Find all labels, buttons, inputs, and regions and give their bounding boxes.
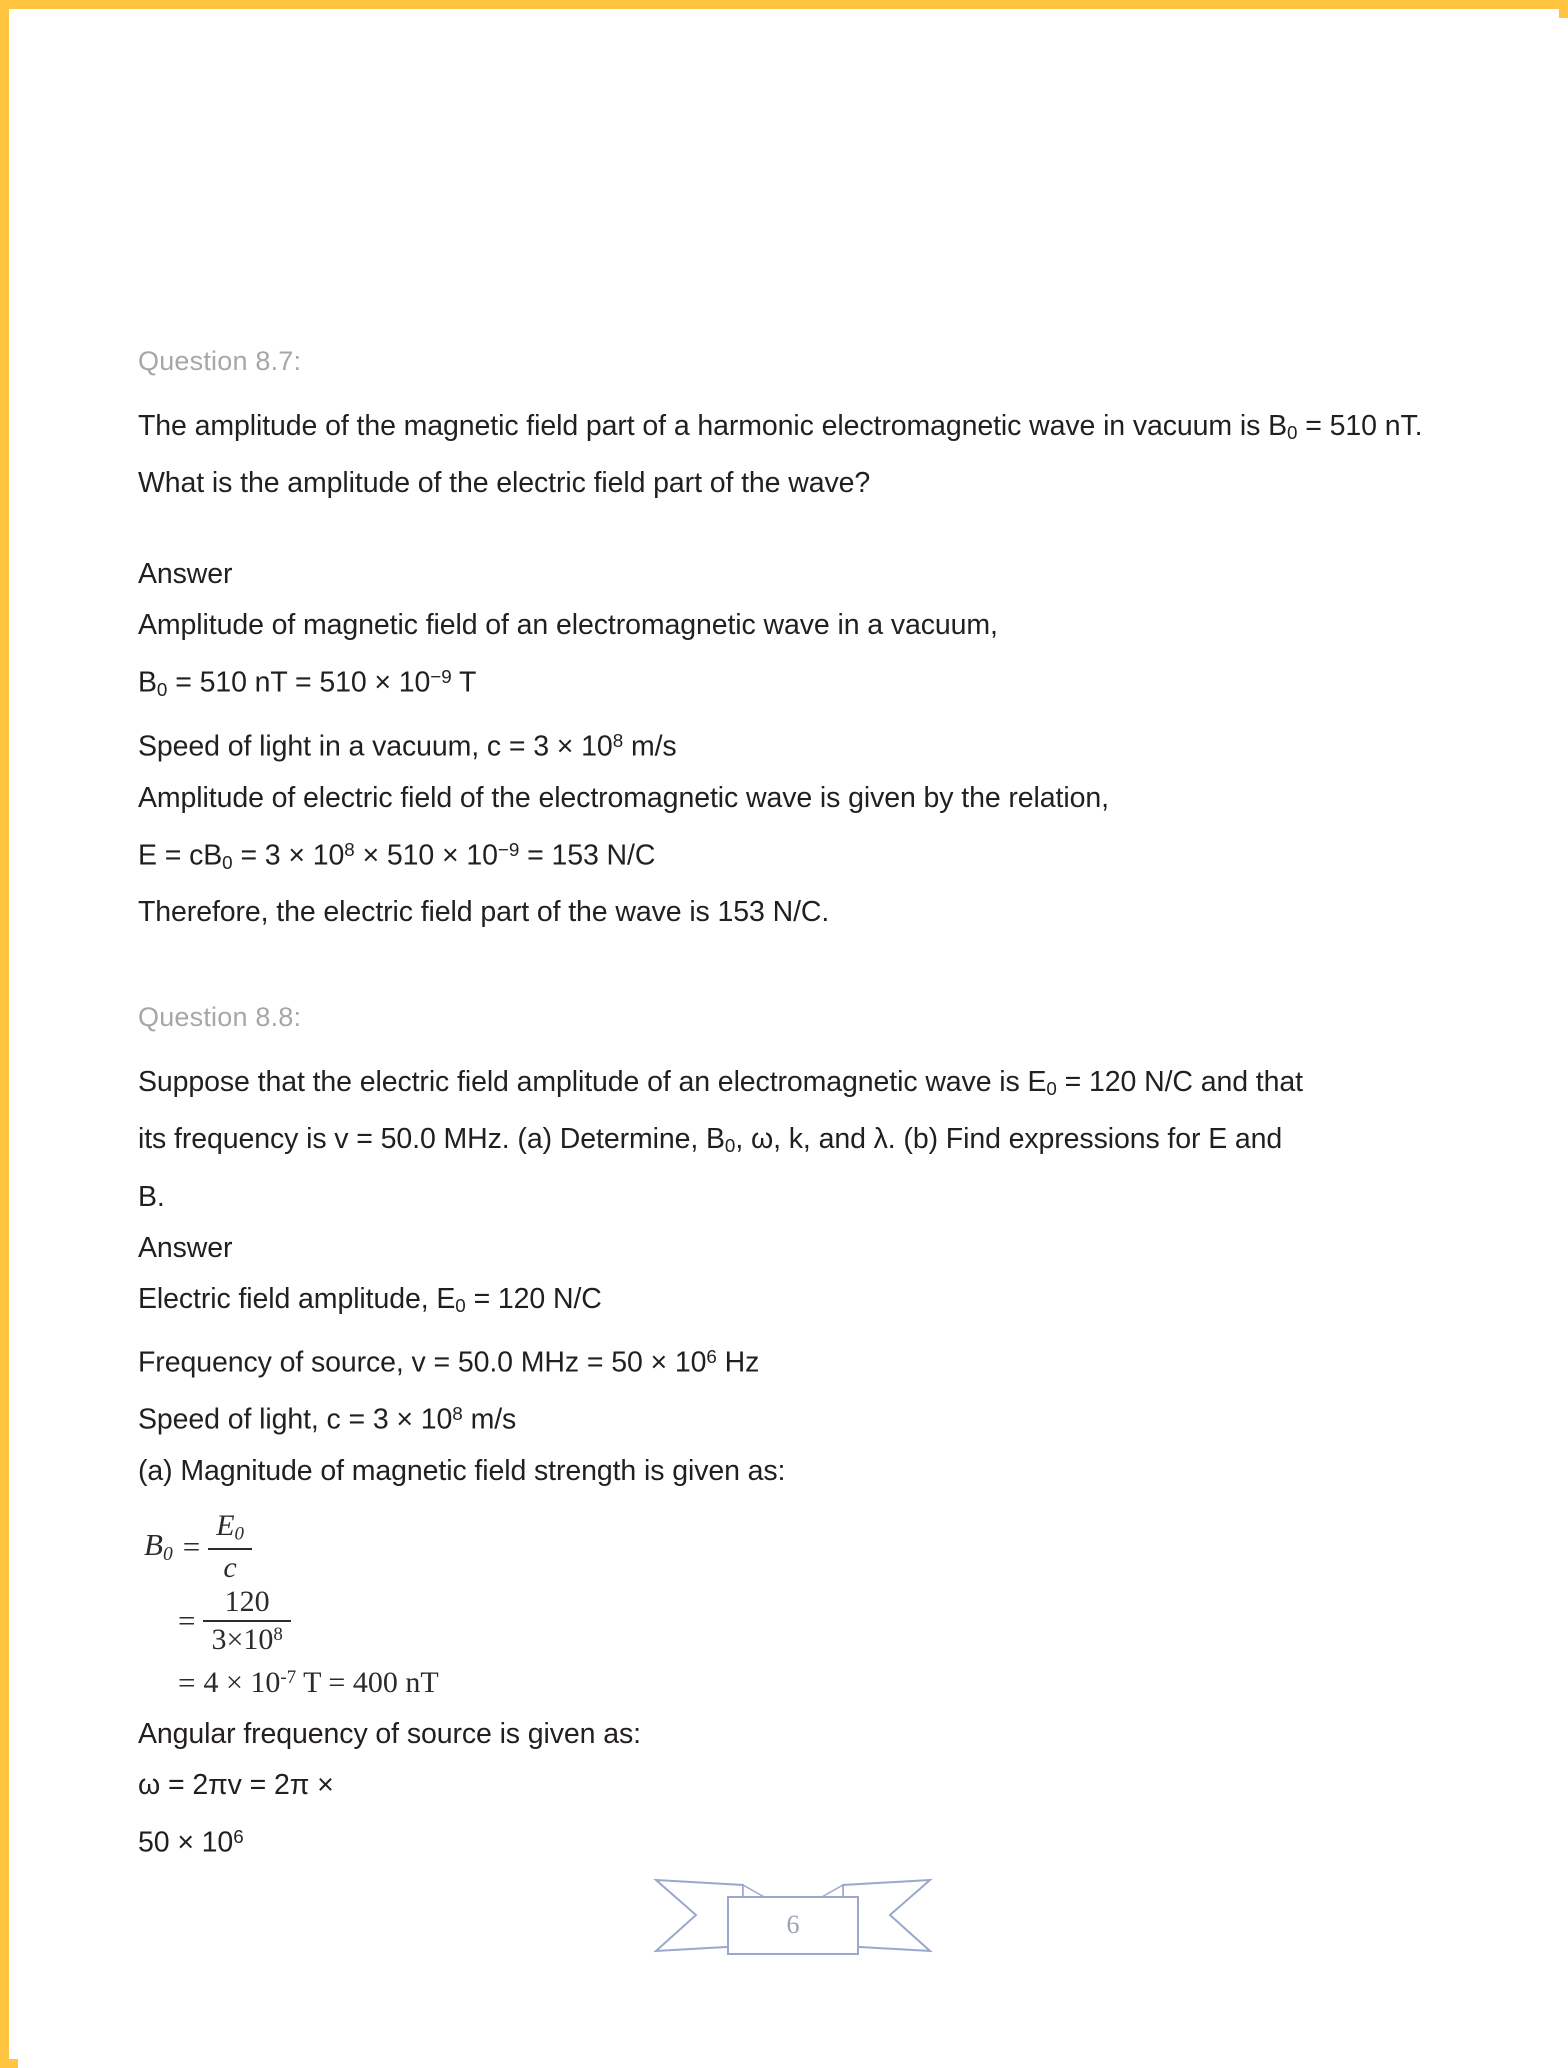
spacer: [138, 978, 1458, 1004]
question-8-7-heading: Question 8.7:: [138, 346, 302, 376]
ribbon-banner: [648, 1858, 938, 1968]
page-number: 6: [786, 1910, 800, 1939]
result-exponent: -7: [280, 1666, 297, 1688]
q88-line1-subscript: 0: [1046, 1078, 1057, 1100]
q88-line2-a: its frequency is v = 50.0 MHz. (a) Determine, B: [138, 1123, 725, 1156]
line-frequency-of-source: [138, 1331, 1458, 1389]
angular-frequency-label: Angular frequency of source is given as:: [138, 1717, 641, 1750]
answer-7-line-1: Amplitude of magnetic field of an electromagnetic wave in a vacuum,: [138, 609, 998, 642]
c-label: Speed of light, c = 3 × 10: [138, 1403, 453, 1436]
den-3x10-text: 3×10: [211, 1622, 274, 1656]
eq-E-lhs: E = cB: [138, 839, 223, 872]
fraction-denominator-3e8: [203, 1622, 290, 1655]
eq-equals-1: =: [182, 1528, 201, 1564]
fraction-numerator-e0: [208, 1508, 252, 1548]
omega-equation-line: ω = 2πv = 2π ×: [138, 1768, 334, 1801]
equation-E-equals-cB0: [138, 824, 1458, 888]
freq-unit: Hz: [716, 1346, 760, 1379]
den-exponent: 8: [273, 1623, 283, 1645]
q88-line2-subscript: 0: [724, 1135, 736, 1157]
eq-E-mid-b: × 510 × 10: [354, 839, 498, 872]
spacer: [138, 509, 1458, 549]
eq-b0-subscript: 0: [156, 678, 168, 700]
question-8-8-body-line-3: B.: [138, 1180, 165, 1213]
question-8-8-heading: Question 8.8:: [138, 1002, 302, 1033]
document-content: [138, 348, 1458, 1868]
eq-b0-exponent: −9: [430, 666, 452, 688]
num-E0-letter: E: [216, 1508, 235, 1542]
line-speed-of-light-8: [138, 1388, 1458, 1446]
result-b: T = 400 nT: [296, 1665, 439, 1699]
q88-line2-b: , ω, k, and λ. (b) Find expressions for E and: [735, 1123, 1283, 1156]
eq-equals-3: =: [178, 1664, 196, 1700]
equation-block-b0-formula: [138, 1508, 558, 1701]
eq-c-suffix: m/s: [623, 730, 677, 763]
equation-speed-of-light-7: [138, 715, 1458, 773]
question-8-7-body-text: The amplitude of the magnetic field part of a harmonic electromagnetic wave in vacuum is B: [138, 410, 1287, 442]
freq-exponent: 6: [706, 1345, 717, 1367]
eq-c-prefix: Speed of light in a vacuum, c = 3 × 10: [138, 730, 613, 763]
answer-7-relation-line: Amplitude of electric field of the electromagnetic wave is given by the relation,: [138, 781, 1109, 814]
question-8-7-body-text-2: = 510 nT. What is the amplitude of the electric field part of the wave?: [138, 410, 1423, 500]
eq-b0-rest-b: T: [451, 666, 477, 699]
equation-row-120-over-3e8: [168, 1584, 558, 1656]
question-8-8-body-line-1: [138, 1057, 1458, 1114]
eq-E-exponent-2: −9: [497, 838, 520, 860]
question-8-7-body-subscript: 0: [1287, 422, 1298, 444]
fraction-e0-over-c: [208, 1508, 252, 1584]
equation-row-result-400nt: [168, 1665, 558, 1701]
fraction-120-over-3e8: [203, 1584, 290, 1656]
eq-b0-lhs: B: [138, 666, 157, 699]
eq-c-exponent: 8: [612, 729, 624, 751]
omega-value-exponent: 6: [233, 1825, 244, 1847]
line-electric-field-amplitude: [138, 1274, 1458, 1331]
answer-7-conclusion: Therefore, the electric field part of the wave is 153 N/C.: [138, 896, 830, 929]
fraction-numerator-120: 120: [224, 1584, 270, 1618]
q88-line1-a: Suppose that the electric field amplitude of an electromagnetic wave is E: [138, 1066, 1047, 1099]
answer-label-7: Answer: [138, 558, 233, 591]
q88-line1-b: = 120 N/C and that: [1056, 1066, 1303, 1099]
E0-value: = 120 N/C: [465, 1282, 602, 1315]
eq-b0-rest-a: = 510 nT = 510 × 10: [167, 666, 431, 699]
eq-equals-2: =: [178, 1602, 196, 1638]
E0-subscript: 0: [455, 1294, 466, 1316]
eq-b0-symbol: [144, 1527, 173, 1566]
spacer: [138, 938, 1458, 978]
eq-E-exponent-1: 8: [344, 838, 355, 860]
equation-b0-510nt: [138, 651, 1458, 715]
equation-row-b0-e0-over-c: [144, 1508, 558, 1584]
result-a: 4 × 10: [203, 1665, 281, 1699]
eq-E-subscript: 0: [222, 851, 233, 873]
omega-value-a: 50 × 10: [138, 1826, 234, 1859]
eq-E-mid-a: = 3 × 10: [232, 839, 345, 872]
eq-b0-letter: B: [144, 1527, 163, 1563]
c-exponent: 8: [452, 1403, 463, 1425]
eq-b0-sub: 0: [162, 1544, 173, 1566]
part-a-label: (a) Magnitude of magnetic field strength is given as:: [138, 1454, 786, 1487]
page-footer: [18, 1858, 1568, 1968]
question-8-7-body: [138, 401, 1458, 509]
eq-E-tail: = 153 N/C: [519, 839, 656, 872]
freq-label: Frequency of source, v = 50.0 MHz = 50 × 10: [138, 1346, 707, 1379]
fraction-denominator-c: c: [223, 1550, 237, 1584]
page-canvas: [18, 18, 1568, 2068]
eq-result-value: [203, 1666, 438, 1700]
c-unit: m/s: [462, 1403, 517, 1436]
answer-label-8: Answer: [138, 1231, 233, 1264]
E0-label: Electric field amplitude, E: [138, 1282, 456, 1315]
num-E0-sub: 0: [234, 1523, 244, 1545]
question-8-8-body-line-2: [138, 1114, 1458, 1171]
